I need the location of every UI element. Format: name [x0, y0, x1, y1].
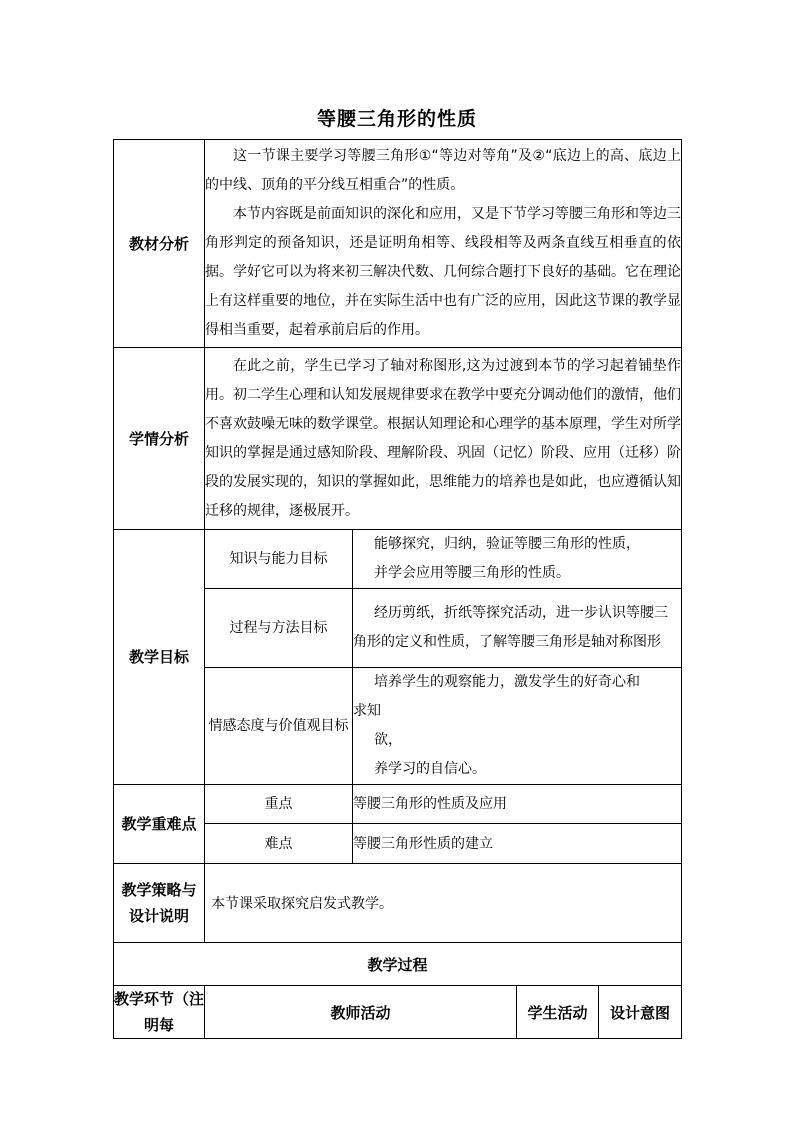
knowledge-objective-label: 知识与能力目标 — [205, 530, 353, 589]
step-column-header: 教学环节（注明每 — [114, 986, 205, 1039]
teacher-column-header: 教师活动 — [205, 986, 517, 1039]
textbook-analysis-label: 教材分析 — [114, 140, 205, 348]
process-objective-content — [353, 589, 682, 668]
emotion-objective-line-4: 养学习的自信心。 — [374, 761, 486, 777]
emotion-objective-content — [353, 668, 682, 785]
objective-knowledge-row — [114, 530, 682, 589]
textbook-analysis-paragraph-2: 本节内容既是前面知识的深化和应用，又是下节学习等腰三角形和等边三角形判定的预备知识，还是证明角相等、线段相等及两条直线互相垂直的依据。学好它可以为将来初三解决代数、几何综合题打下良好的基础。它在理论上有这样重要的地位，并在实际生活中也有广泛的应用，因此这节课的教学显得相当重要，起着承前启后的作用。 — [205, 206, 681, 338]
emotion-objective-line-3: 欲， — [374, 732, 402, 748]
knowledge-objective-content — [353, 530, 682, 589]
textbook-analysis-row — [114, 140, 682, 348]
textbook-analysis-content — [205, 140, 682, 348]
key-point-label: 重点 — [205, 785, 353, 824]
learner-analysis-row — [114, 348, 682, 530]
difficult-point-value: 等腰三角形性质的建立 — [353, 824, 682, 864]
textbook-analysis-paragraph-1: 这一节课主要学习等腰三角形①“等边对等角”及②“底边上的高、底边上的中线、顶角的平分线互相重合”的性质。 — [205, 148, 681, 193]
student-column-header: 学生活动 — [517, 986, 599, 1039]
emotion-objective-line-1: 培养学生的观察能力，激发学生的好奇心和 — [374, 674, 640, 690]
knowledge-objective-line-1: 能够探究，归纳，验证等腰三角形的性质， — [374, 536, 640, 552]
process-header-row — [114, 986, 682, 1039]
design-column-header: 设计意图 — [599, 986, 682, 1039]
lesson-plan-table — [113, 139, 682, 1039]
knowledge-objective-line-2: 并学会应用等腰三角形的性质。 — [374, 565, 570, 581]
strategy-row — [114, 864, 682, 943]
learner-analysis-paragraph: 在此之前，学生已学习了轴对称图形,这为过渡到本节的学习起着铺垫作用。初二学生心理和认知发展规律要求在教学中要充分调动他们的激情，他们不喜欢鼓噪无味的数学课堂。根据认知理论和心理学的基本原理，学生对所学知识的掌握是通过感知阶段、理解阶段、巩固（记忆）阶段、应用（迁移）阶段的发展实现的，知识的掌握如此，思维能力的培养也是如此，也应遵循认知迁移的规律，逐极展开。 — [205, 357, 681, 519]
learner-analysis-label: 学情分析 — [114, 348, 205, 530]
emotion-objective-line-2: 求知 — [353, 703, 381, 719]
teaching-objectives-label: 教学目标 — [114, 530, 205, 785]
strategy-label: 教学策略与 设计说明 — [114, 864, 205, 943]
process-objective-text: 经历剪纸，折纸等探究活动，进一步认识等腰三角形的定义和性质，了解等腰三角形是轴对称图形 — [353, 605, 668, 650]
process-objective-label: 过程与方法目标 — [205, 589, 353, 668]
key-point-row — [114, 785, 682, 824]
emotion-objective-label: 情感态度与价值观目标 — [205, 668, 353, 785]
process-title-row — [114, 943, 682, 986]
learner-analysis-content — [205, 348, 682, 530]
difficult-point-label: 难点 — [205, 824, 353, 864]
strategy-value: 本节课采取探究启发式教学。 — [205, 864, 682, 943]
key-difficult-label: 教学重难点 — [114, 785, 205, 864]
key-point-value: 等腰三角形的性质及应用 — [353, 785, 682, 824]
document-title: 等腰三角形的性质 — [316, 108, 477, 130]
process-title: 教学过程 — [114, 943, 682, 986]
